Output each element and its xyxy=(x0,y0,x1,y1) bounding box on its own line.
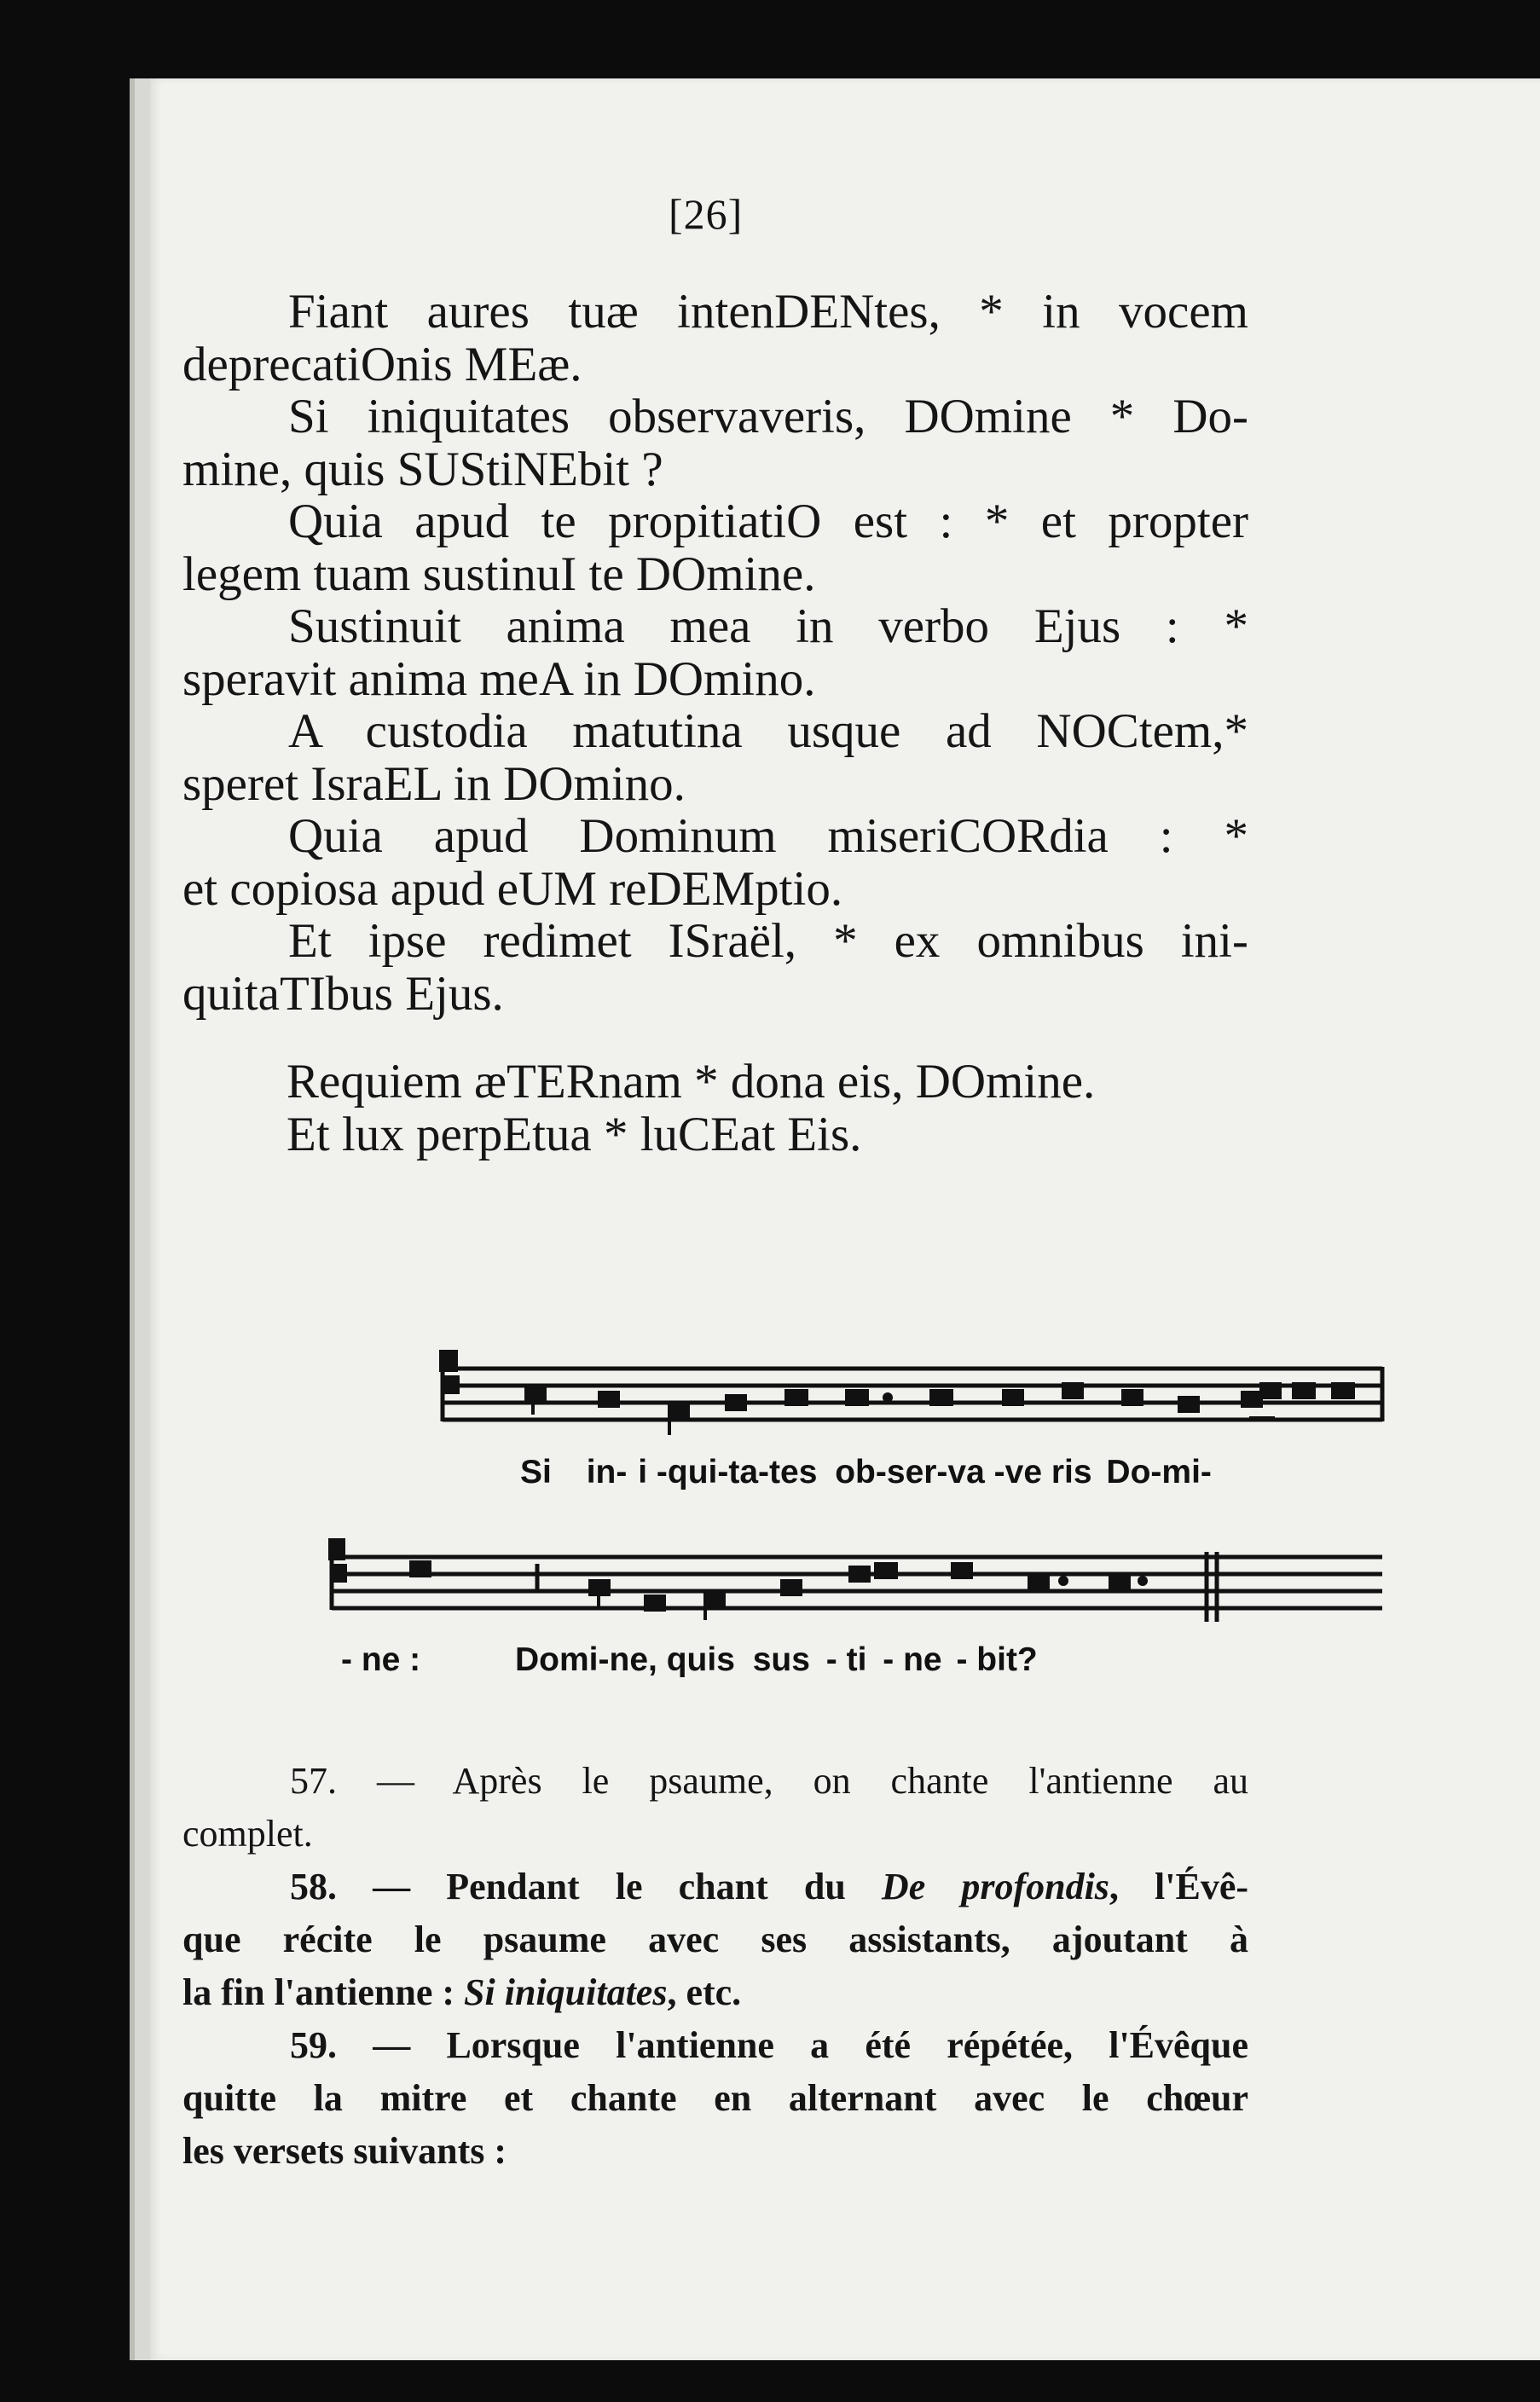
rubric-59-line-2: quitte la mitre et chante en alternant avec le chœur xyxy=(182,2077,1248,2119)
psalm-line: Fiant aures tuæ intenDENtes, * in vocem xyxy=(288,285,1248,339)
chant-lyrics-1: Si in- i -qui-ta-tes ob-ser-va -ve ris Do-mi- xyxy=(520,1454,1212,1490)
rubric-57-line-1: 57. — Après le psaume, on chante l'antienne au xyxy=(290,1760,1249,1802)
chant-staff-2 xyxy=(328,1526,1386,1637)
requiem-line-2: Et lux perpEtua * luCEat Eis. xyxy=(287,1108,862,1161)
requiem-line-1: Requiem æTERnam * dona eis, DOmine. xyxy=(287,1055,1096,1108)
psalm-line: legem tuam sustinuI te DOmine. xyxy=(182,547,816,601)
rubric-57-line-2: complet. xyxy=(182,1813,313,1855)
rubric-59-line-3: les versets suivants : xyxy=(182,2130,507,2172)
psalm-line: deprecatiOnis MEæ. xyxy=(182,337,582,391)
psalm-line: et copiosa apud eUM reDEMptio. xyxy=(182,861,843,916)
requiem-verse xyxy=(287,1056,1095,1161)
rubric-58-line-3: la fin l'antienne : Si iniquitates, etc. xyxy=(182,1971,742,2013)
chant-staff-1 xyxy=(439,1343,1386,1441)
rubric-notes xyxy=(182,1755,1248,2178)
rubric-58-line-1: 58. — Pendant le chant du De profondis, l'Évê- xyxy=(290,1866,1249,1907)
page-number: [26] xyxy=(669,190,744,238)
rubric-59-line-1: 59. — Lorsque l'antienne a été répétée, l'Évêque xyxy=(290,2024,1249,2066)
psalm-line: Quia apud Dominum miseriCORdia : * xyxy=(288,809,1248,863)
psalm-line: Quia apud te propitiatiO est : * et propter xyxy=(288,495,1248,548)
psalm-line: A custodia matutina usque ad NOCtem,* xyxy=(288,704,1248,758)
psalm-line: speravit anima meA in DOmino. xyxy=(182,651,816,706)
psalm-line: mine, quis SUStiNEbit ? xyxy=(182,442,663,496)
psalm-line: Si iniquitates observaveris, DOmine * Do- xyxy=(288,390,1248,443)
chant-lyrics-2: - ne : Domi-ne, quis sus - ti - ne - bit? xyxy=(341,1641,1038,1678)
rubric-58-line-2: que récite le psaume avec ses assistants, ajoutant à xyxy=(182,1919,1248,1960)
psalm-line: Et ipse redimet ISraël, * ex omnibus ini- xyxy=(288,914,1248,968)
psalm-line: Sustinuit anima mea in verbo Ejus : * xyxy=(288,599,1248,653)
psalm-line: speret IsraEL in DOmino. xyxy=(182,756,686,811)
psalm-text xyxy=(182,286,1248,1020)
psalm-line: quitaTIbus Ejus. xyxy=(182,966,504,1021)
